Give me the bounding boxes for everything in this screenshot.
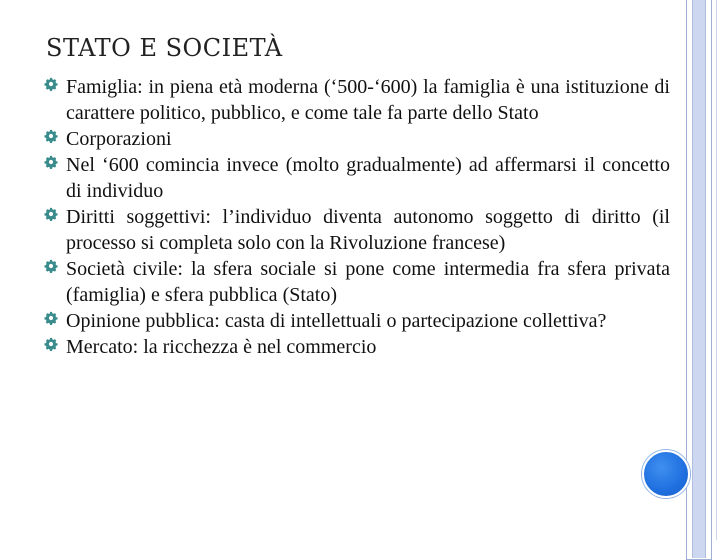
slide-title: STATO E SOCIETÀ bbox=[46, 34, 283, 62]
right-frame-band bbox=[692, 0, 706, 558]
list-item bbox=[44, 74, 670, 126]
list-item-text: Opinione pubblica: casta di intellettuali o partecipazione collettiva? bbox=[66, 310, 607, 332]
gear-icon bbox=[44, 207, 58, 221]
list-item-text: Famiglia: in piena età moderna (‘500-‘600) la famiglia è una istituzione di carattere politico, pubblico, e come tale fa parte dello Stato bbox=[66, 76, 670, 124]
list-item bbox=[44, 334, 670, 360]
gear-icon bbox=[44, 77, 58, 91]
list-item-text: Nel ‘600 comincia invece (molto gradualmente) ad affermarsi il concetto di individuo bbox=[66, 154, 670, 202]
list-item bbox=[44, 152, 670, 204]
list-item-text: Corporazioni bbox=[66, 128, 172, 150]
gear-icon bbox=[44, 337, 58, 351]
list-item bbox=[44, 204, 670, 256]
list-item bbox=[44, 308, 670, 334]
list-item bbox=[44, 126, 670, 152]
bullet-list bbox=[44, 74, 670, 360]
list-item-text: Società civile: la sfera sociale si pone come intermedia fra sfera privata (famiglia) e sfera pubblica (Stato) bbox=[66, 258, 670, 306]
gear-icon bbox=[44, 311, 58, 325]
list-item-text: Mercato: la ricchezza è nel commercio bbox=[66, 336, 377, 358]
gear-icon bbox=[44, 259, 58, 273]
list-item bbox=[44, 256, 670, 308]
gear-icon bbox=[44, 129, 58, 143]
decorative-circle bbox=[642, 450, 690, 498]
list-item-text: Diritti soggettivi: l’individuo diventa autonomo soggetto di diritto (il processo si completa solo con la Rivoluzione francese) bbox=[66, 206, 670, 254]
gear-icon bbox=[44, 155, 58, 169]
right-frame-line bbox=[716, 0, 717, 540]
